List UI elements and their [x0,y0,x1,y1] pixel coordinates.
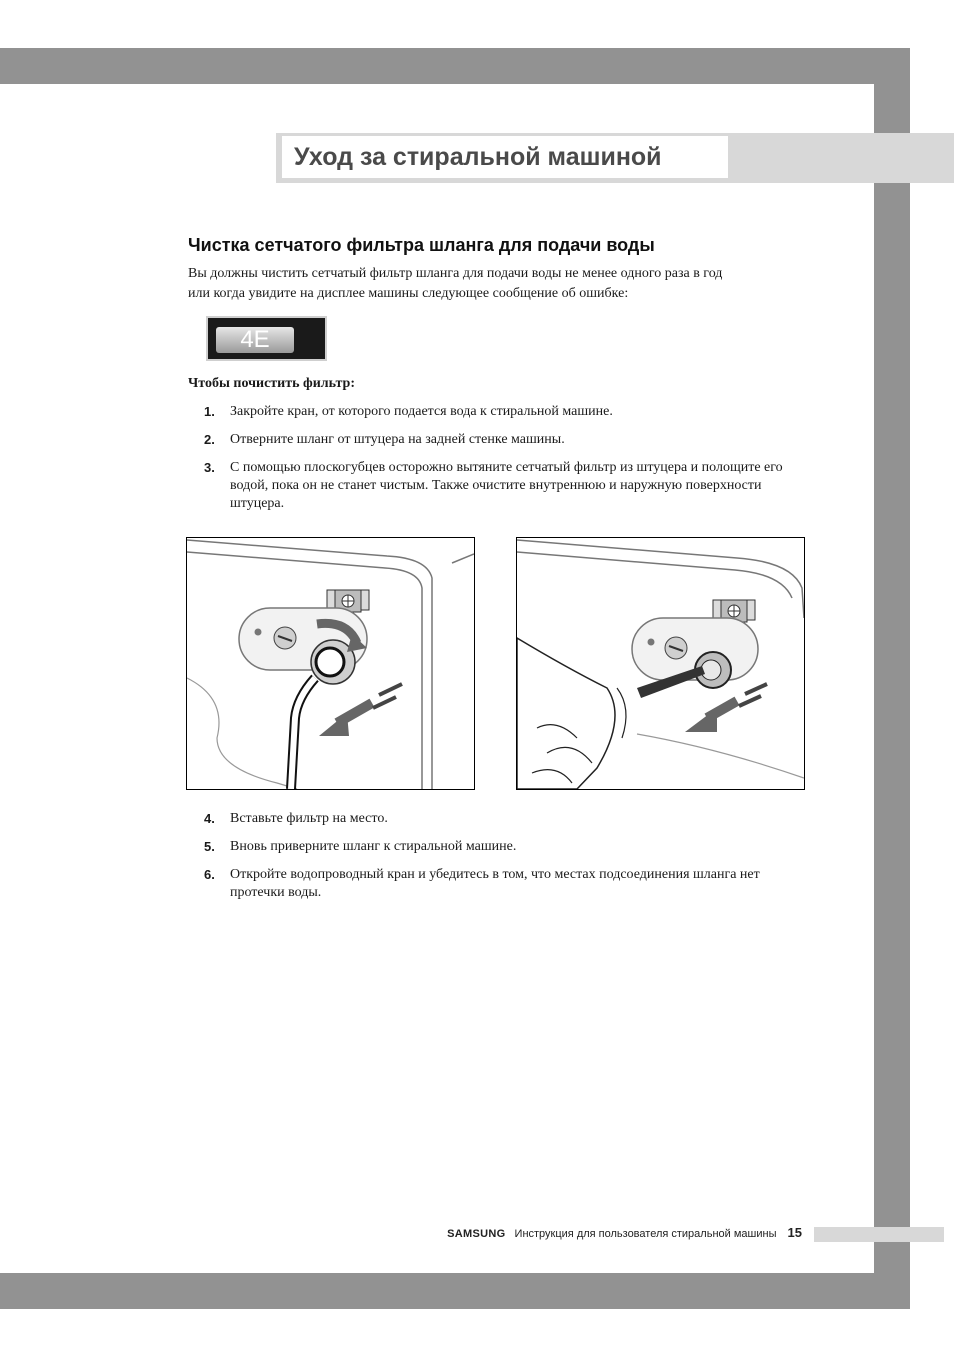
step-text: Вновь приверните шланг к стиральной машине. [230,839,517,854]
steps-list-before [204,403,784,523]
step-text: Вставьте фильтр на место. [230,811,388,826]
section-title: Чистка сетчатого фильтра шланга для подачи воды [188,235,655,255]
illustration-remove-filter [516,537,805,790]
page-frame-bottom [0,1273,910,1309]
step-text: Закройте кран, от которого подается вода к стиральной машине. [230,404,613,419]
step-number: 4. [204,811,215,826]
page-frame-right [874,48,910,1309]
step-item [204,459,784,513]
step-number: 6. [204,867,215,882]
error-code: 4E [216,327,294,353]
step-text: Откройте водопроводный кран и убедитесь в том, что местах подсоединения шланга нет протечки воды. [230,867,760,900]
step-number: 5. [204,839,215,854]
step-item [204,810,784,828]
step-item [204,866,784,902]
intro-line-1: Вы должны чистить сетчатый фильтр шланга для подачи воды не менее одного раза в год [188,266,723,281]
step-number: 2. [204,432,215,447]
footer-text: Инструкция для пользователя стиральной машины [514,1228,777,1240]
step-text: С помощью плоскогубцев осторожно вытяните сетчатый фильтр из штуцера и полощите его водой, пока он не станет чистым. Также очистите внутреннюю и наружную поверхности штуцера. [230,460,783,511]
step-item [204,403,784,421]
brand-logo: SAMSUNG [447,1228,506,1240]
intro-paragraph [188,264,788,304]
page-frame-top [0,48,910,84]
page-footer [447,1225,802,1240]
illustration-unscrew-hose [186,537,475,790]
step-text: Отверните шланг от штуцера на задней стенке машины. [230,432,565,447]
step-item [204,431,784,449]
step-item [204,838,784,856]
page-number: 15 [787,1225,802,1240]
error-display [206,316,327,361]
intro-line-2: или когда увидите на дисплее машины следующее сообщение об ошибке: [188,286,629,301]
procedure-subhead: Чтобы почистить фильтр: [188,376,355,391]
page-title: Уход за стиральной машиной [282,136,728,178]
step-number: 3. [204,460,215,475]
step-number: 1. [204,404,215,419]
footer-bar [814,1227,944,1242]
steps-list-after [204,810,784,912]
